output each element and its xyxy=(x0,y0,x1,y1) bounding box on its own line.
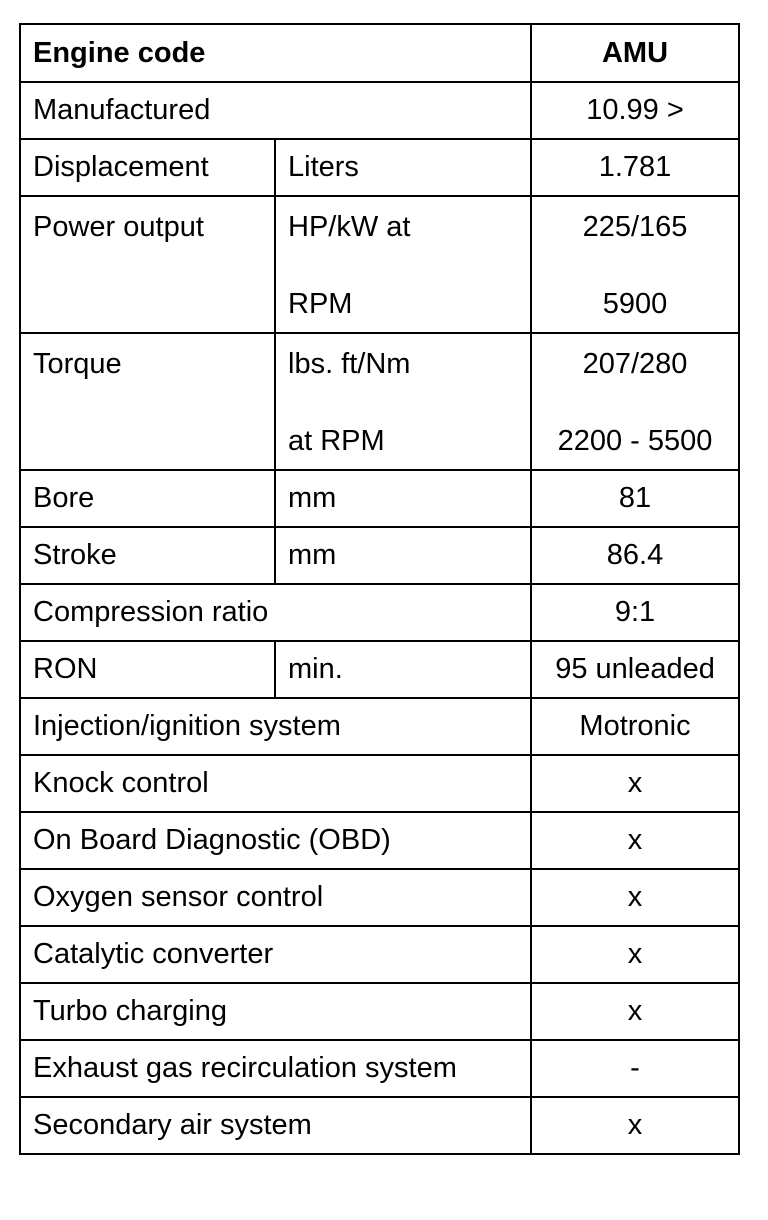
secondary-air-row xyxy=(20,1097,739,1154)
injection-row xyxy=(20,698,739,755)
bore-unit: mm xyxy=(275,470,531,527)
secondary-air-value: x xyxy=(531,1097,739,1154)
knock-control-row xyxy=(20,755,739,812)
oxygen-sensor-row xyxy=(20,869,739,926)
turbo-charging-label: Turbo charging xyxy=(20,983,531,1040)
ron-row xyxy=(20,641,739,698)
engine-spec-table xyxy=(19,23,740,1155)
bore-value: 81 xyxy=(531,470,739,527)
torque-unit-1: lbs. ft/Nm xyxy=(288,348,411,380)
secondary-air-label: Secondary air system xyxy=(20,1097,531,1154)
power-output-unit-1: HP/kW at xyxy=(288,211,411,243)
ron-value: 95 unleaded xyxy=(531,641,739,698)
power-output-row xyxy=(20,196,739,333)
ron-unit: min. xyxy=(275,641,531,698)
egr-value: - xyxy=(531,1040,739,1097)
header-row xyxy=(20,24,739,82)
stroke-row xyxy=(20,527,739,584)
oxygen-sensor-value: x xyxy=(531,869,739,926)
displacement-unit: Liters xyxy=(275,139,531,196)
turbo-charging-value: x xyxy=(531,983,739,1040)
power-output-unit-2: RPM xyxy=(288,288,353,320)
stroke-unit: mm xyxy=(275,527,531,584)
torque-row xyxy=(20,333,739,470)
stroke-value: 86.4 xyxy=(531,527,739,584)
displacement-label: Displacement xyxy=(20,139,275,196)
egr-row xyxy=(20,1040,739,1097)
manufactured-label: Manufactured xyxy=(20,82,531,139)
ron-label: RON xyxy=(20,641,275,698)
knock-control-label: Knock control xyxy=(20,755,531,812)
torque-values xyxy=(531,333,739,470)
torque-label: Torque xyxy=(20,333,275,470)
torque-value-1: 207/280 xyxy=(582,348,688,380)
compression-ratio-value: 9:1 xyxy=(531,584,739,641)
catalytic-converter-value: x xyxy=(531,926,739,983)
compression-ratio-row xyxy=(20,584,739,641)
turbo-charging-row xyxy=(20,983,739,1040)
power-output-value-2: 5900 xyxy=(602,288,668,320)
torque-units xyxy=(275,333,531,470)
manufactured-row xyxy=(20,82,739,139)
power-output-values xyxy=(531,196,739,333)
displacement-row xyxy=(20,139,739,196)
obd-row xyxy=(20,812,739,869)
bore-row xyxy=(20,470,739,527)
egr-label: Exhaust gas recirculation system xyxy=(20,1040,531,1097)
torque-value-2: 2200 - 5500 xyxy=(557,425,713,457)
obd-label: On Board Diagnostic (OBD) xyxy=(20,812,531,869)
engine-code-label: Engine code xyxy=(20,24,531,82)
engine-code-value: AMU xyxy=(531,24,739,82)
oxygen-sensor-label: Oxygen sensor control xyxy=(20,869,531,926)
displacement-value: 1.781 xyxy=(531,139,739,196)
bore-label: Bore xyxy=(20,470,275,527)
compression-ratio-label: Compression ratio xyxy=(20,584,531,641)
catalytic-converter-row xyxy=(20,926,739,983)
manufactured-value: 10.99 > xyxy=(531,82,739,139)
power-output-value-1: 225/165 xyxy=(582,211,688,243)
catalytic-converter-label: Catalytic converter xyxy=(20,926,531,983)
knock-control-value: x xyxy=(531,755,739,812)
torque-unit-2: at RPM xyxy=(288,425,385,457)
power-output-label: Power output xyxy=(20,196,275,333)
injection-label: Injection/ignition system xyxy=(20,698,531,755)
injection-value: Motronic xyxy=(531,698,739,755)
obd-value: x xyxy=(531,812,739,869)
stroke-label: Stroke xyxy=(20,527,275,584)
power-output-units xyxy=(275,196,531,333)
